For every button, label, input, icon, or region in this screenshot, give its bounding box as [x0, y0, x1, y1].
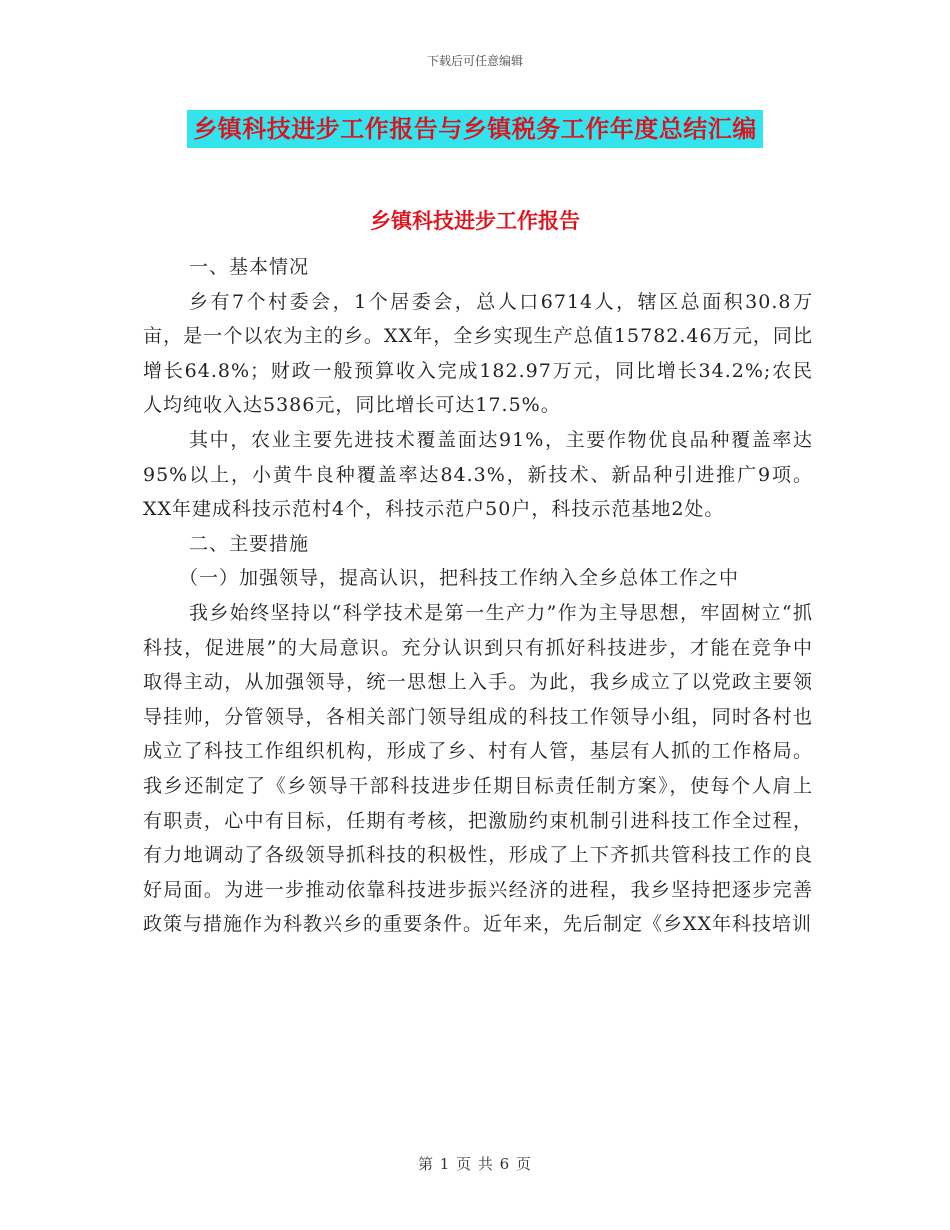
section-title: 乡镇科技进步工作报告	[370, 209, 580, 233]
document-title: 乡镇科技进步工作报告与乡镇税务工作年度总结汇编	[187, 110, 763, 148]
paragraph-agriculture-tech: 其中，农业主要先进技术覆盖面达91%，主要作物优良品种覆盖率达95%以上，小黄牛良种覆盖率达84.3%，新技术、新品种引进推广9项。XX年建成科技示范村4个，科技示范户50户，科技示范基地2处。	[143, 428, 813, 521]
page-footer: 第 1 页 共 6 页	[418, 1155, 532, 1173]
paragraph-leadership-detail: 我乡始终坚持以“科学技术是第一生产力”作为主导思想，牢固树立“抓科技，促进展”的大局意识。充分认识到只有抓好科技进步，才能在竞争中取得主动，从加强领导，统一思想上入手。为此，我乡成立了以党政主要领导挂帅，分管领导，各相关部门领导组成的科技工作领导小组，同时各村也成立了科技工作组织机构，形成了乡、村有人管，基层有人抓的工作格局。我乡还制定了《乡领导干部科技进步任期目标责任制方案》，使每个人肩上有职责，心中有目标，任期有考核，把激励约束机制引进科技工作全过程，有力地调动了各级领导抓科技的积极性，形成了上下齐抓共管科技工作的良好局面。为进一步推动依靠科技进步振兴经济的进程，我乡坚持把逐步完善政策与措施作为科教兴乡的重要条件。近年来，先后制定《乡XX年科技培训	[143, 601, 813, 936]
heading-basic-situation: 一、基本情况	[189, 256, 310, 278]
heading-main-measures: 二、主要措施	[189, 532, 310, 555]
subheading-leadership: （一）加强领导，提高认识，把科技工作纳入全乡总体工作之中	[179, 567, 740, 590]
document-body	[143, 250, 813, 942]
document-title-block	[0, 110, 950, 148]
page-header-note: 下载后可任意编辑	[426, 54, 523, 68]
paragraph-basic-stats: 乡有7个村委会，1个居委会，总人口6714人，辖区总面积30.8万亩，是一个以农为主的乡。XX年，全乡实现生产总值15782.46万元，同比增长64.8%；财政一般预算收入完成182.97万元，同比增长34.2%;农民人均纯收入达5386元，同比增长可达17.5%。	[143, 290, 813, 417]
